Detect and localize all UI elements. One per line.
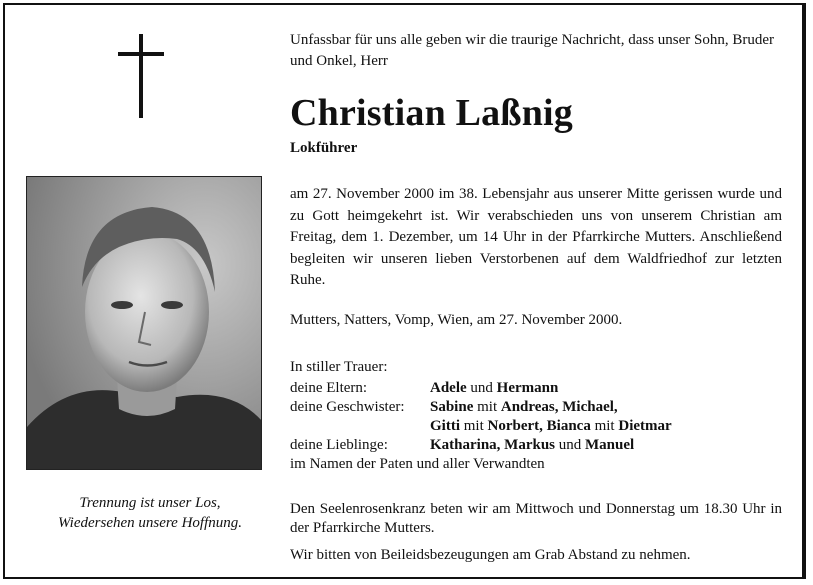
mourning-title: In stiller Trauer: xyxy=(290,359,388,375)
motto-line-2: Wiedersehen unsere Hoffnung. xyxy=(58,515,242,531)
sibling-name: Gitti xyxy=(430,418,460,434)
siblings-line-2 xyxy=(290,417,672,436)
condolence-request: Wir bitten von Beileidsbezeugungen am Grab Abstand zu nehmen. xyxy=(290,547,691,563)
portrait-photo xyxy=(26,176,262,470)
siblings-line-1 xyxy=(290,398,618,417)
occupation: Lokführer xyxy=(290,140,358,156)
sibling-name: Sabine xyxy=(430,399,474,415)
sibling-partner-names: Norbert, Bianca xyxy=(487,418,591,434)
motto xyxy=(20,493,280,533)
parents-line xyxy=(290,379,558,398)
parents-label: deine Eltern: xyxy=(290,380,368,396)
rosary-notice: Den Seelenrosenkranz beten wir am Mittwoch und Donnerstag um 18.30 Uhr in der Pfarrkirche Mutters. xyxy=(290,501,782,536)
sibling-partner-names: Dietmar xyxy=(618,418,672,434)
place-date: Mutters, Natters, Vomp, Wien, am 27. November 2000. xyxy=(290,312,623,328)
siblings-label: deine Geschwister: xyxy=(290,399,405,415)
favorites-label: deine Lieblinge: xyxy=(290,437,388,453)
relatives-line: im Namen der Paten und aller Verwandten xyxy=(290,456,545,472)
conjunction: mit xyxy=(477,399,498,415)
parent-name: Hermann xyxy=(496,380,559,396)
death-announcement-text: am 27. November 2000 im 38. Lebensjahr aus unserer Mitte gerissen wurde und zu Gott heimgekehrt ist. Wir verabschieden uns von unserem Christian am Freitag, dem 1. Dezember, um 14 Uhr in der Pfarrkirche Mutters. Anschließend begleiten wir unseren lieben Verstorbenen auf dem Waldfriedhof zur letzten Ruhe. xyxy=(290,186,782,288)
motto-line-1: Trennung ist unser Los, xyxy=(79,495,221,511)
deceased-name: Christian Laßnig xyxy=(290,92,574,134)
favorite-name: Manuel xyxy=(585,437,635,453)
conjunction: mit xyxy=(594,418,615,434)
sibling-partner-names: Andreas, Michael, xyxy=(500,399,618,415)
conjunction: und xyxy=(558,437,582,453)
cross-icon xyxy=(118,34,164,118)
conjunction: und xyxy=(470,380,493,396)
conjunction: mit xyxy=(463,418,484,434)
favorite-names: Katharina, Markus xyxy=(430,437,556,453)
favorites-line xyxy=(290,436,634,455)
parent-name: Adele xyxy=(430,380,467,396)
intro-text: Unfassbar für uns alle geben wir die traurige Nachricht, dass unser Sohn, Bruder und Onkel, Herr xyxy=(290,32,775,69)
